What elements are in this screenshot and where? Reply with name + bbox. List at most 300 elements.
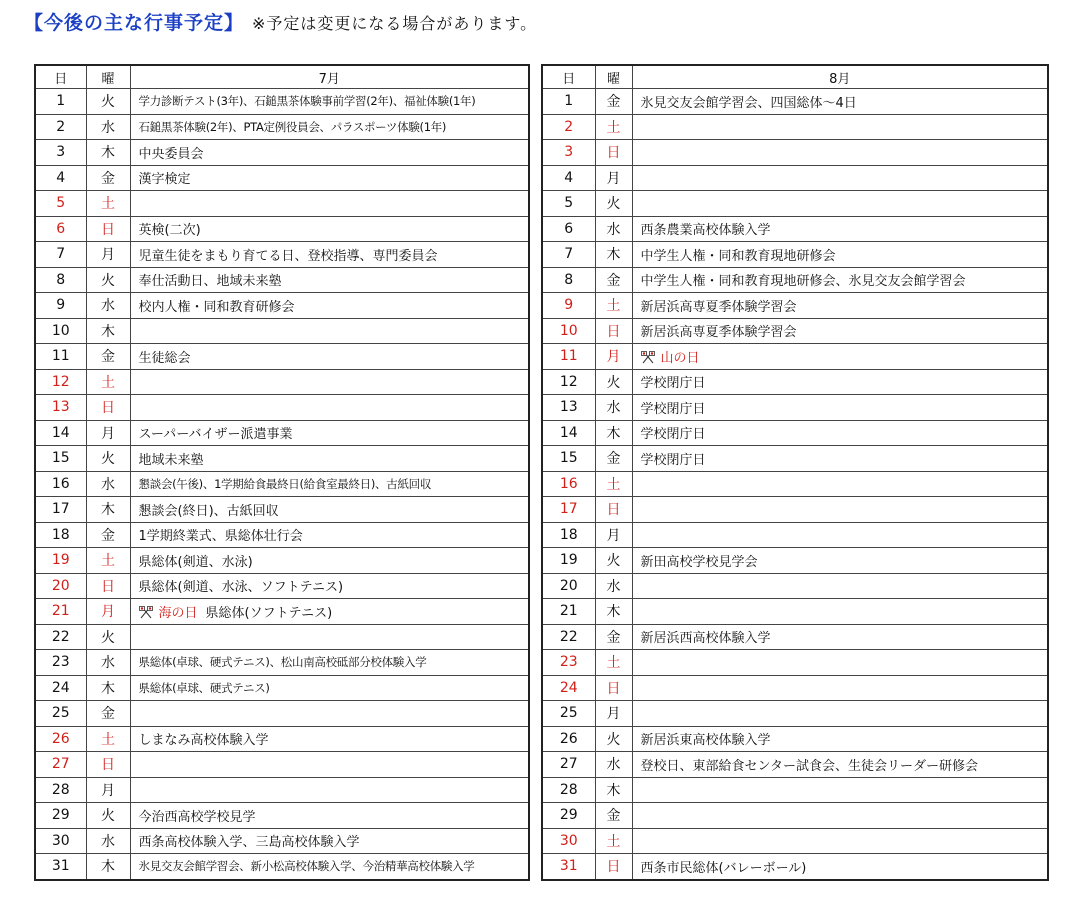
table-row xyxy=(35,293,529,319)
event-text: 児童生徒をまもり育てる日、登校指導、専門委員会 xyxy=(138,248,438,264)
day-cell: 26 xyxy=(35,726,86,752)
event-cell xyxy=(130,624,529,650)
day-cell: 14 xyxy=(35,420,86,446)
weekday-cell: 日 xyxy=(595,318,632,344)
table-row xyxy=(35,854,529,880)
table-row xyxy=(35,344,529,370)
event-text: 登校日、東部給食センター試食会、生徒会リーダー研修会 xyxy=(640,758,978,774)
column-header-month: 8月 xyxy=(632,65,1048,89)
event-text: 新田高校学校見学会 xyxy=(640,554,758,570)
day-cell: 7 xyxy=(35,242,86,268)
day-cell: 11 xyxy=(35,344,86,370)
event-text: 懇談会(終日)、古紙回収 xyxy=(138,503,279,519)
day-cell: 28 xyxy=(542,777,595,803)
weekday-cell: 日 xyxy=(86,395,130,421)
event-cell xyxy=(632,650,1048,676)
table-row xyxy=(35,548,529,574)
weekday-cell: 土 xyxy=(595,471,632,497)
table-row xyxy=(35,267,529,293)
event-text: 生徒総会 xyxy=(138,350,191,366)
weekday-cell: 木 xyxy=(595,420,632,446)
weekday-cell: 木 xyxy=(86,854,130,880)
day-cell: 15 xyxy=(35,446,86,472)
event-text: 学校閉庁日 xyxy=(640,376,706,392)
weekday-cell: 月 xyxy=(595,522,632,548)
event-cell xyxy=(130,293,529,319)
weekday-cell: 月 xyxy=(86,599,130,625)
table-row xyxy=(35,395,529,421)
table-row xyxy=(542,293,1048,319)
weekday-cell: 火 xyxy=(595,191,632,217)
event-text: 新居浜高専夏季体験学習会 xyxy=(640,325,797,341)
event-cell xyxy=(130,752,529,778)
event-text: 学力診断テスト(3年)、石鎚黒茶体験事前学習(2年)、福祉体験(1年) xyxy=(138,94,476,109)
event-cell xyxy=(130,242,529,268)
weekday-cell: 土 xyxy=(595,114,632,140)
event-cell xyxy=(632,522,1048,548)
weekday-cell: 水 xyxy=(595,752,632,778)
day-cell: 16 xyxy=(542,471,595,497)
day-cell: 24 xyxy=(35,675,86,701)
table-row xyxy=(542,318,1048,344)
weekday-cell: 水 xyxy=(595,216,632,242)
table-row xyxy=(35,497,529,523)
table-row xyxy=(35,675,529,701)
weekday-cell: 金 xyxy=(86,344,130,370)
event-cell xyxy=(130,446,529,472)
table-row xyxy=(542,650,1048,676)
event-text: 奉仕活動日、地域未来塾 xyxy=(138,274,282,290)
event-text: 校内人権・同和教育研修会 xyxy=(138,299,295,315)
column-header-month: 7月 xyxy=(130,65,529,89)
table-row xyxy=(542,701,1048,727)
weekday-cell: 日 xyxy=(86,752,130,778)
day-cell: 11 xyxy=(542,344,595,370)
table-row xyxy=(542,828,1048,854)
event-cell xyxy=(130,114,529,140)
weekday-cell: 水 xyxy=(86,114,130,140)
event-cell xyxy=(632,89,1048,115)
weekday-cell: 火 xyxy=(86,803,130,829)
event-text: 地域未来塾 xyxy=(138,452,204,468)
day-cell: 25 xyxy=(35,701,86,727)
table-row xyxy=(542,624,1048,650)
weekday-cell: 日 xyxy=(595,854,632,880)
day-cell: 12 xyxy=(542,369,595,395)
crossed-flags-icon xyxy=(641,350,655,364)
table-row xyxy=(35,89,529,115)
weekday-cell: 水 xyxy=(86,471,130,497)
table-row xyxy=(35,777,529,803)
day-cell: 27 xyxy=(35,752,86,778)
event-cell xyxy=(130,854,529,880)
event-cell xyxy=(130,777,529,803)
day-cell: 6 xyxy=(35,216,86,242)
table-row xyxy=(35,573,529,599)
table-row xyxy=(542,854,1048,880)
event-cell xyxy=(632,165,1048,191)
page-header xyxy=(24,8,537,35)
day-cell: 4 xyxy=(35,165,86,191)
event-cell xyxy=(632,854,1048,880)
day-cell: 3 xyxy=(542,140,595,166)
event-text: 西条市民総体(バレーボール) xyxy=(640,860,807,876)
event-cell xyxy=(130,191,529,217)
table-row xyxy=(35,650,529,676)
event-text: 今治西高校学校見学 xyxy=(138,809,256,825)
weekday-cell: 火 xyxy=(86,624,130,650)
event-cell xyxy=(632,624,1048,650)
weekday-cell: 日 xyxy=(86,216,130,242)
table-row xyxy=(542,777,1048,803)
day-cell: 8 xyxy=(35,267,86,293)
table-row xyxy=(542,369,1048,395)
event-text: 県総体(卓球、硬式テニス) xyxy=(138,680,270,695)
event-text: 懇談会(午後)、1学期給食最終日(給食室最終日)、古紙回収 xyxy=(138,476,432,491)
event-text: 西条高校体験入学、三島高校体験入学 xyxy=(138,835,360,851)
event-cell xyxy=(632,471,1048,497)
event-cell xyxy=(632,344,1048,370)
event-text: 県総体(卓球、硬式テニス)、松山南高校砥部分校体験入学 xyxy=(138,655,427,670)
day-cell: 15 xyxy=(542,446,595,472)
event-cell xyxy=(130,828,529,854)
day-cell: 5 xyxy=(542,191,595,217)
weekday-cell: 日 xyxy=(595,675,632,701)
weekday-cell: 水 xyxy=(86,293,130,319)
day-cell: 1 xyxy=(35,89,86,115)
day-cell: 8 xyxy=(542,267,595,293)
event-cell xyxy=(632,548,1048,574)
event-cell xyxy=(632,140,1048,166)
day-cell: 9 xyxy=(35,293,86,319)
weekday-cell: 金 xyxy=(595,624,632,650)
table-header-row xyxy=(35,65,529,89)
weekday-cell: 水 xyxy=(595,395,632,421)
day-cell: 4 xyxy=(542,165,595,191)
event-cell xyxy=(632,777,1048,803)
event-cell xyxy=(130,803,529,829)
table-row xyxy=(542,573,1048,599)
table-row xyxy=(542,803,1048,829)
event-cell xyxy=(130,165,529,191)
day-cell: 26 xyxy=(542,726,595,752)
event-cell xyxy=(632,216,1048,242)
event-cell xyxy=(130,369,529,395)
weekday-cell: 土 xyxy=(86,369,130,395)
event-cell xyxy=(130,522,529,548)
weekday-cell: 月 xyxy=(86,242,130,268)
weekday-cell: 木 xyxy=(595,777,632,803)
table-row xyxy=(35,140,529,166)
event-cell xyxy=(632,675,1048,701)
event-cell xyxy=(632,242,1048,268)
weekday-cell: 火 xyxy=(595,369,632,395)
weekday-cell: 金 xyxy=(86,701,130,727)
weekday-cell: 木 xyxy=(595,599,632,625)
weekday-cell: 火 xyxy=(86,446,130,472)
event-cell xyxy=(632,599,1048,625)
weekday-cell: 水 xyxy=(86,650,130,676)
page-title: 【今後の主な行事予定】 xyxy=(24,12,245,34)
event-text: スーパーバイザー派遣事業 xyxy=(138,427,293,443)
day-cell: 13 xyxy=(542,395,595,421)
event-cell xyxy=(130,726,529,752)
table-row xyxy=(542,599,1048,625)
weekday-cell: 土 xyxy=(86,548,130,574)
weekday-cell: 木 xyxy=(86,318,130,344)
day-cell: 7 xyxy=(542,242,595,268)
day-cell: 27 xyxy=(542,752,595,778)
weekday-cell: 月 xyxy=(595,701,632,727)
event-text: 学校閉庁日 xyxy=(640,427,706,443)
event-text: 県総体(剣道、水泳) xyxy=(138,554,253,570)
weekday-cell: 木 xyxy=(86,497,130,523)
day-cell: 13 xyxy=(35,395,86,421)
table-row xyxy=(35,471,529,497)
day-cell: 17 xyxy=(35,497,86,523)
weekday-cell: 金 xyxy=(86,522,130,548)
table-row xyxy=(542,726,1048,752)
weekday-cell: 土 xyxy=(86,726,130,752)
event-cell xyxy=(632,446,1048,472)
weekday-cell: 水 xyxy=(86,828,130,854)
weekday-cell: 火 xyxy=(86,267,130,293)
day-cell: 23 xyxy=(542,650,595,676)
weekday-cell: 金 xyxy=(86,165,130,191)
weekday-cell: 日 xyxy=(595,140,632,166)
table-row xyxy=(542,89,1048,115)
event-text: 新居浜西高校体験入学 xyxy=(640,631,771,647)
event-cell xyxy=(632,114,1048,140)
event-cell xyxy=(130,675,529,701)
day-cell: 25 xyxy=(542,701,595,727)
day-cell: 2 xyxy=(542,114,595,140)
day-cell: 21 xyxy=(35,599,86,625)
weekday-cell: 土 xyxy=(595,293,632,319)
table-row xyxy=(35,803,529,829)
day-cell: 30 xyxy=(35,828,86,854)
table-row xyxy=(35,522,529,548)
event-cell xyxy=(130,267,529,293)
table-row xyxy=(35,318,529,344)
day-cell: 17 xyxy=(542,497,595,523)
table-row xyxy=(35,216,529,242)
table-row xyxy=(542,675,1048,701)
event-cell xyxy=(130,140,529,166)
day-cell: 2 xyxy=(35,114,86,140)
day-cell: 31 xyxy=(542,854,595,880)
event-cell xyxy=(130,701,529,727)
day-cell: 31 xyxy=(35,854,86,880)
weekday-cell: 土 xyxy=(86,191,130,217)
event-cell xyxy=(130,471,529,497)
table-row xyxy=(542,395,1048,421)
event-text: 石鎚黒茶体験(2年)、PTA定例役員会、パラスポーツ体験(1年) xyxy=(138,119,447,134)
table-row xyxy=(542,242,1048,268)
column-header-weekday: 曜 xyxy=(595,65,632,89)
event-cell xyxy=(632,191,1048,217)
weekday-cell: 月 xyxy=(595,165,632,191)
table-row xyxy=(542,497,1048,523)
event-cell xyxy=(632,803,1048,829)
day-cell: 30 xyxy=(542,828,595,854)
event-text: 1学期終業式、県総体壮行会 xyxy=(138,529,303,545)
july-schedule-table xyxy=(34,64,530,881)
day-cell: 10 xyxy=(35,318,86,344)
table-row xyxy=(542,522,1048,548)
event-text: しまなみ高校体験入学 xyxy=(138,733,269,749)
weekday-cell: 金 xyxy=(595,267,632,293)
event-cell xyxy=(632,497,1048,523)
table-row xyxy=(35,114,529,140)
day-cell: 16 xyxy=(35,471,86,497)
event-cell xyxy=(130,497,529,523)
event-cell xyxy=(632,267,1048,293)
event-text: 県総体(剣道、水泳、ソフトテニス) xyxy=(138,580,344,596)
day-cell: 10 xyxy=(542,318,595,344)
table-row xyxy=(542,344,1048,370)
table-row xyxy=(542,216,1048,242)
day-cell: 20 xyxy=(35,573,86,599)
event-text: 学校閉庁日 xyxy=(640,401,706,417)
day-cell: 6 xyxy=(542,216,595,242)
holiday-label: 海の日 xyxy=(158,605,198,621)
table-row xyxy=(542,165,1048,191)
weekday-cell: 木 xyxy=(86,140,130,166)
table-row xyxy=(542,267,1048,293)
event-text: 中央委員会 xyxy=(138,146,204,162)
crossed-flags-icon xyxy=(139,605,153,619)
event-cell xyxy=(632,293,1048,319)
weekday-cell: 月 xyxy=(595,344,632,370)
table-row xyxy=(35,446,529,472)
weekday-cell: 土 xyxy=(595,828,632,854)
day-cell: 3 xyxy=(35,140,86,166)
table-row xyxy=(35,624,529,650)
day-cell: 19 xyxy=(542,548,595,574)
event-text: 氷見交友会館学習会、四国総体～4日 xyxy=(640,95,857,111)
event-cell xyxy=(130,89,529,115)
weekday-cell: 金 xyxy=(595,446,632,472)
weekday-cell: 木 xyxy=(86,675,130,701)
event-cell xyxy=(130,318,529,344)
event-cell xyxy=(632,318,1048,344)
day-cell: 18 xyxy=(542,522,595,548)
day-cell: 1 xyxy=(542,89,595,115)
table-row xyxy=(542,420,1048,446)
table-row xyxy=(35,726,529,752)
weekday-cell: 土 xyxy=(595,650,632,676)
weekday-cell: 金 xyxy=(595,803,632,829)
event-text: 新居浜高専夏季体験学習会 xyxy=(640,299,797,315)
event-cell xyxy=(632,420,1048,446)
weekday-cell: 火 xyxy=(595,726,632,752)
table-row xyxy=(542,191,1048,217)
weekday-cell: 日 xyxy=(595,497,632,523)
day-cell: 29 xyxy=(35,803,86,829)
day-cell: 29 xyxy=(542,803,595,829)
weekday-cell: 月 xyxy=(86,420,130,446)
event-text: 氷見交友会館学習会、新小松高校体験入学、今治精華高校体験入学 xyxy=(138,859,475,874)
event-cell xyxy=(130,573,529,599)
table-row xyxy=(35,369,529,395)
event-cell xyxy=(632,726,1048,752)
event-cell xyxy=(632,573,1048,599)
table-row xyxy=(542,140,1048,166)
day-cell: 12 xyxy=(35,369,86,395)
event-cell xyxy=(632,701,1048,727)
event-text: 西条農業高校体験入学 xyxy=(640,223,771,239)
weekday-cell: 木 xyxy=(595,242,632,268)
day-cell: 20 xyxy=(542,573,595,599)
table-header-row xyxy=(542,65,1048,89)
event-cell xyxy=(632,369,1048,395)
table-row xyxy=(35,599,529,625)
event-cell xyxy=(130,420,529,446)
table-row xyxy=(35,165,529,191)
column-header-day: 日 xyxy=(35,65,86,89)
table-row xyxy=(542,446,1048,472)
event-cell xyxy=(632,828,1048,854)
table-row xyxy=(542,752,1048,778)
day-cell: 24 xyxy=(542,675,595,701)
weekday-cell: 金 xyxy=(595,89,632,115)
event-cell xyxy=(130,216,529,242)
weekday-cell: 日 xyxy=(86,573,130,599)
column-header-day: 日 xyxy=(542,65,595,89)
event-cell xyxy=(130,650,529,676)
event-text: 学校閉庁日 xyxy=(640,452,706,468)
event-text: 英検(二次) xyxy=(138,223,201,239)
event-cell xyxy=(130,395,529,421)
table-row xyxy=(35,752,529,778)
day-cell: 21 xyxy=(542,599,595,625)
day-cell: 28 xyxy=(35,777,86,803)
table-row xyxy=(542,471,1048,497)
table-row xyxy=(35,191,529,217)
weekday-cell: 火 xyxy=(86,89,130,115)
day-cell: 18 xyxy=(35,522,86,548)
day-cell: 14 xyxy=(542,420,595,446)
event-cell xyxy=(130,548,529,574)
event-cell xyxy=(632,395,1048,421)
table-row xyxy=(542,548,1048,574)
day-cell: 22 xyxy=(35,624,86,650)
table-row xyxy=(35,420,529,446)
day-cell: 5 xyxy=(35,191,86,217)
day-cell: 19 xyxy=(35,548,86,574)
table-row xyxy=(35,701,529,727)
event-text: 漢字検定 xyxy=(138,172,191,188)
weekday-cell: 火 xyxy=(595,548,632,574)
event-text: 県総体(ソフトテニス) xyxy=(205,605,333,621)
event-text: 中学生人権・同和教育現地研修会 xyxy=(640,248,836,264)
event-text: 中学生人権・同和教育現地研修会、氷見交友会館学習会 xyxy=(640,274,966,290)
weekday-cell: 水 xyxy=(595,573,632,599)
day-cell: 23 xyxy=(35,650,86,676)
event-cell xyxy=(130,599,529,625)
day-cell: 9 xyxy=(542,293,595,319)
column-header-weekday: 曜 xyxy=(86,65,130,89)
holiday-label: 山の日 xyxy=(660,350,700,366)
event-cell xyxy=(130,344,529,370)
event-text: 新居浜東高校体験入学 xyxy=(640,733,771,749)
table-row xyxy=(35,828,529,854)
event-cell xyxy=(632,752,1048,778)
august-schedule-table xyxy=(541,64,1049,881)
weekday-cell: 月 xyxy=(86,777,130,803)
table-row xyxy=(35,242,529,268)
